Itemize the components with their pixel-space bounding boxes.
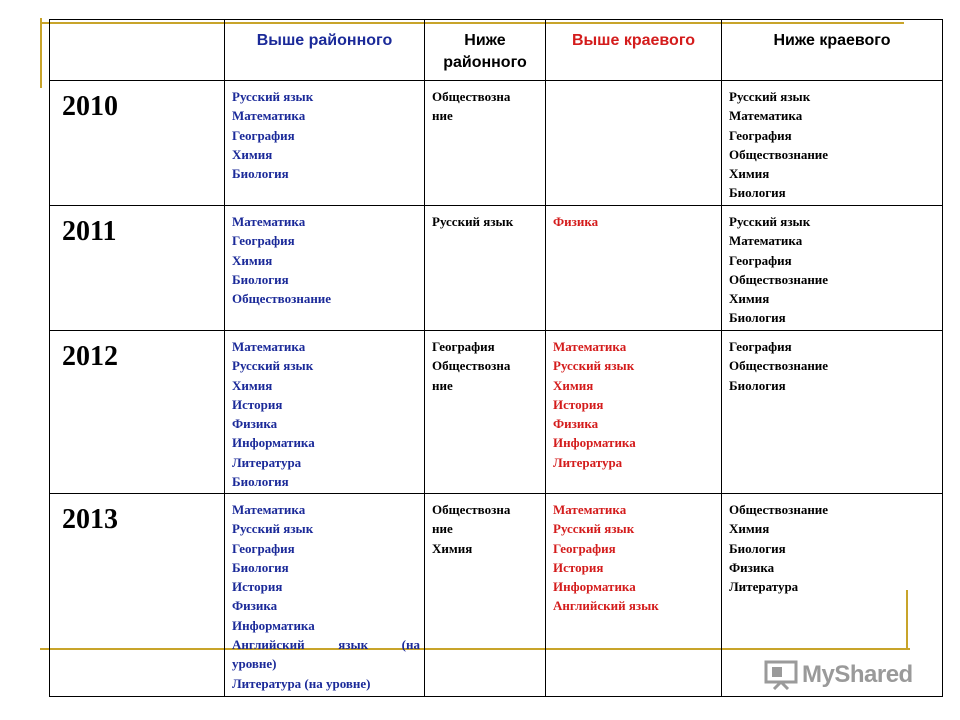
subject-item: География: [553, 540, 616, 556]
header-row: [50, 20, 943, 81]
subject-item: Литература: [232, 454, 302, 470]
year-cell: 2013: [50, 494, 225, 697]
below-regional-cell: [722, 81, 943, 206]
year-cell: 2011: [50, 206, 225, 331]
subject-item: Обществознание: [232, 291, 332, 307]
table-row: [50, 206, 943, 331]
above-district-cell: [225, 331, 425, 494]
subject-item: ние: [432, 108, 453, 124]
subject-item: География: [232, 127, 295, 143]
subject-item: Обществознание: [729, 271, 829, 287]
subject-item: Русский язык: [553, 358, 635, 374]
subject-item: Физика: [729, 559, 775, 575]
subject-item: Информатика: [232, 617, 315, 633]
header-below-district: [425, 20, 546, 81]
subject-word: язык: [338, 637, 369, 653]
subject-word: Английский: [232, 637, 305, 653]
subject-item: Литература: [553, 454, 623, 470]
subject-item: [232, 635, 420, 654]
subject-item: География: [232, 233, 295, 249]
subject-item: Биология: [729, 540, 786, 556]
subject-item: Физика: [553, 214, 599, 229]
table-row: [50, 81, 943, 206]
subject-item: Английский язык: [553, 598, 659, 614]
subject-item: Обществозна: [432, 358, 511, 374]
subject-item: Обществознание: [729, 358, 829, 374]
subject-item: Обществознание: [729, 146, 829, 162]
above-district-cell: [225, 206, 425, 331]
subject-item: Обществознание: [729, 502, 829, 517]
table-row: [50, 331, 943, 494]
below-regional-cell: [722, 206, 943, 331]
year-cell: 2010: [50, 81, 225, 206]
below-district-cell: [425, 331, 546, 494]
header-above-district: Выше районного: [225, 20, 425, 81]
decor-line-left: [40, 18, 42, 88]
subject-item: Русский язык: [232, 89, 314, 104]
subject-item: Биология: [232, 474, 289, 490]
below-regional-cell: [722, 331, 943, 494]
subject-item: География: [232, 540, 295, 556]
subject-item: Математика: [729, 108, 803, 124]
subject-item: уровне): [232, 656, 277, 672]
subject-item: ние: [432, 377, 453, 393]
results-table: [49, 19, 943, 697]
subject-item: Химия: [553, 377, 594, 393]
subject-item: ние: [432, 521, 453, 537]
subject-item: Химия: [729, 291, 770, 307]
subject-item: Информатика: [232, 435, 315, 451]
header-below-regional: Ниже краевого: [722, 20, 943, 81]
subject-item: География: [729, 252, 792, 268]
subject-item: Биология: [232, 559, 289, 575]
watermark: [764, 655, 924, 695]
subject-item: Русский язык: [432, 214, 514, 229]
subject-item: Биология: [232, 271, 289, 287]
subject-item: Литература: [729, 579, 799, 595]
above-district-cell: [225, 494, 425, 697]
subject-item: История: [232, 396, 283, 412]
watermark-text: MyShared: [802, 661, 913, 688]
subject-word: (на: [401, 637, 420, 653]
above-regional-cell: [546, 81, 722, 206]
subject-item: Информатика: [553, 435, 636, 451]
below-district-cell: [425, 81, 546, 206]
above-regional-cell: [546, 331, 722, 494]
subject-item: Русский язык: [232, 521, 314, 537]
above-regional-cell: [546, 494, 722, 697]
subject-item: Математика: [232, 339, 306, 354]
subject-item: Биология: [232, 166, 289, 182]
header-corner: [50, 20, 225, 81]
subject-item: Литература (на уровне): [232, 675, 371, 691]
subject-item: Химия: [232, 252, 273, 268]
subject-item: Русский язык: [232, 358, 314, 374]
projector-screen-icon: [764, 660, 798, 690]
subject-item: История: [232, 579, 283, 595]
above-regional-cell: [546, 206, 722, 331]
subject-item: Математика: [232, 502, 306, 517]
header-below-district-line2: районного: [443, 54, 527, 72]
subject-item: Математика: [729, 233, 803, 249]
subject-item: Биология: [729, 185, 786, 201]
subject-item: Математика: [232, 214, 306, 229]
subject-item: Математика: [232, 108, 306, 124]
subject-item: История: [553, 559, 604, 575]
subject-item: История: [553, 396, 604, 412]
subject-item: Обществозна: [432, 502, 511, 517]
subject-item: Математика: [553, 502, 627, 517]
subject-item: Химия: [432, 540, 473, 556]
year-cell: 2012: [50, 331, 225, 494]
subject-item: Биология: [729, 377, 786, 393]
subject-item: Биология: [729, 310, 786, 326]
subject-item: Химия: [232, 377, 273, 393]
subject-item: Физика: [553, 416, 599, 432]
below-district-cell: [425, 206, 546, 331]
subject-item: География: [432, 339, 495, 354]
subject-item: Обществозна: [432, 89, 511, 104]
header-below-district-line1: Ниже: [464, 32, 506, 49]
subject-item: Физика: [232, 598, 278, 614]
header-above-regional: Выше краевого: [546, 20, 722, 81]
subject-item: Химия: [232, 146, 273, 162]
subject-item: География: [729, 127, 792, 143]
subject-item: Физика: [232, 416, 278, 432]
subject-item: Химия: [729, 166, 770, 182]
subject-item: Русский язык: [729, 89, 811, 104]
subject-item: Математика: [553, 339, 627, 354]
above-district-cell: [225, 81, 425, 206]
subject-item: География: [729, 339, 792, 354]
subject-item: Русский язык: [553, 521, 635, 537]
subject-item: Русский язык: [729, 214, 811, 229]
subject-item: Информатика: [553, 579, 636, 595]
subject-item: Химия: [729, 521, 770, 537]
below-district-cell: [425, 494, 546, 697]
